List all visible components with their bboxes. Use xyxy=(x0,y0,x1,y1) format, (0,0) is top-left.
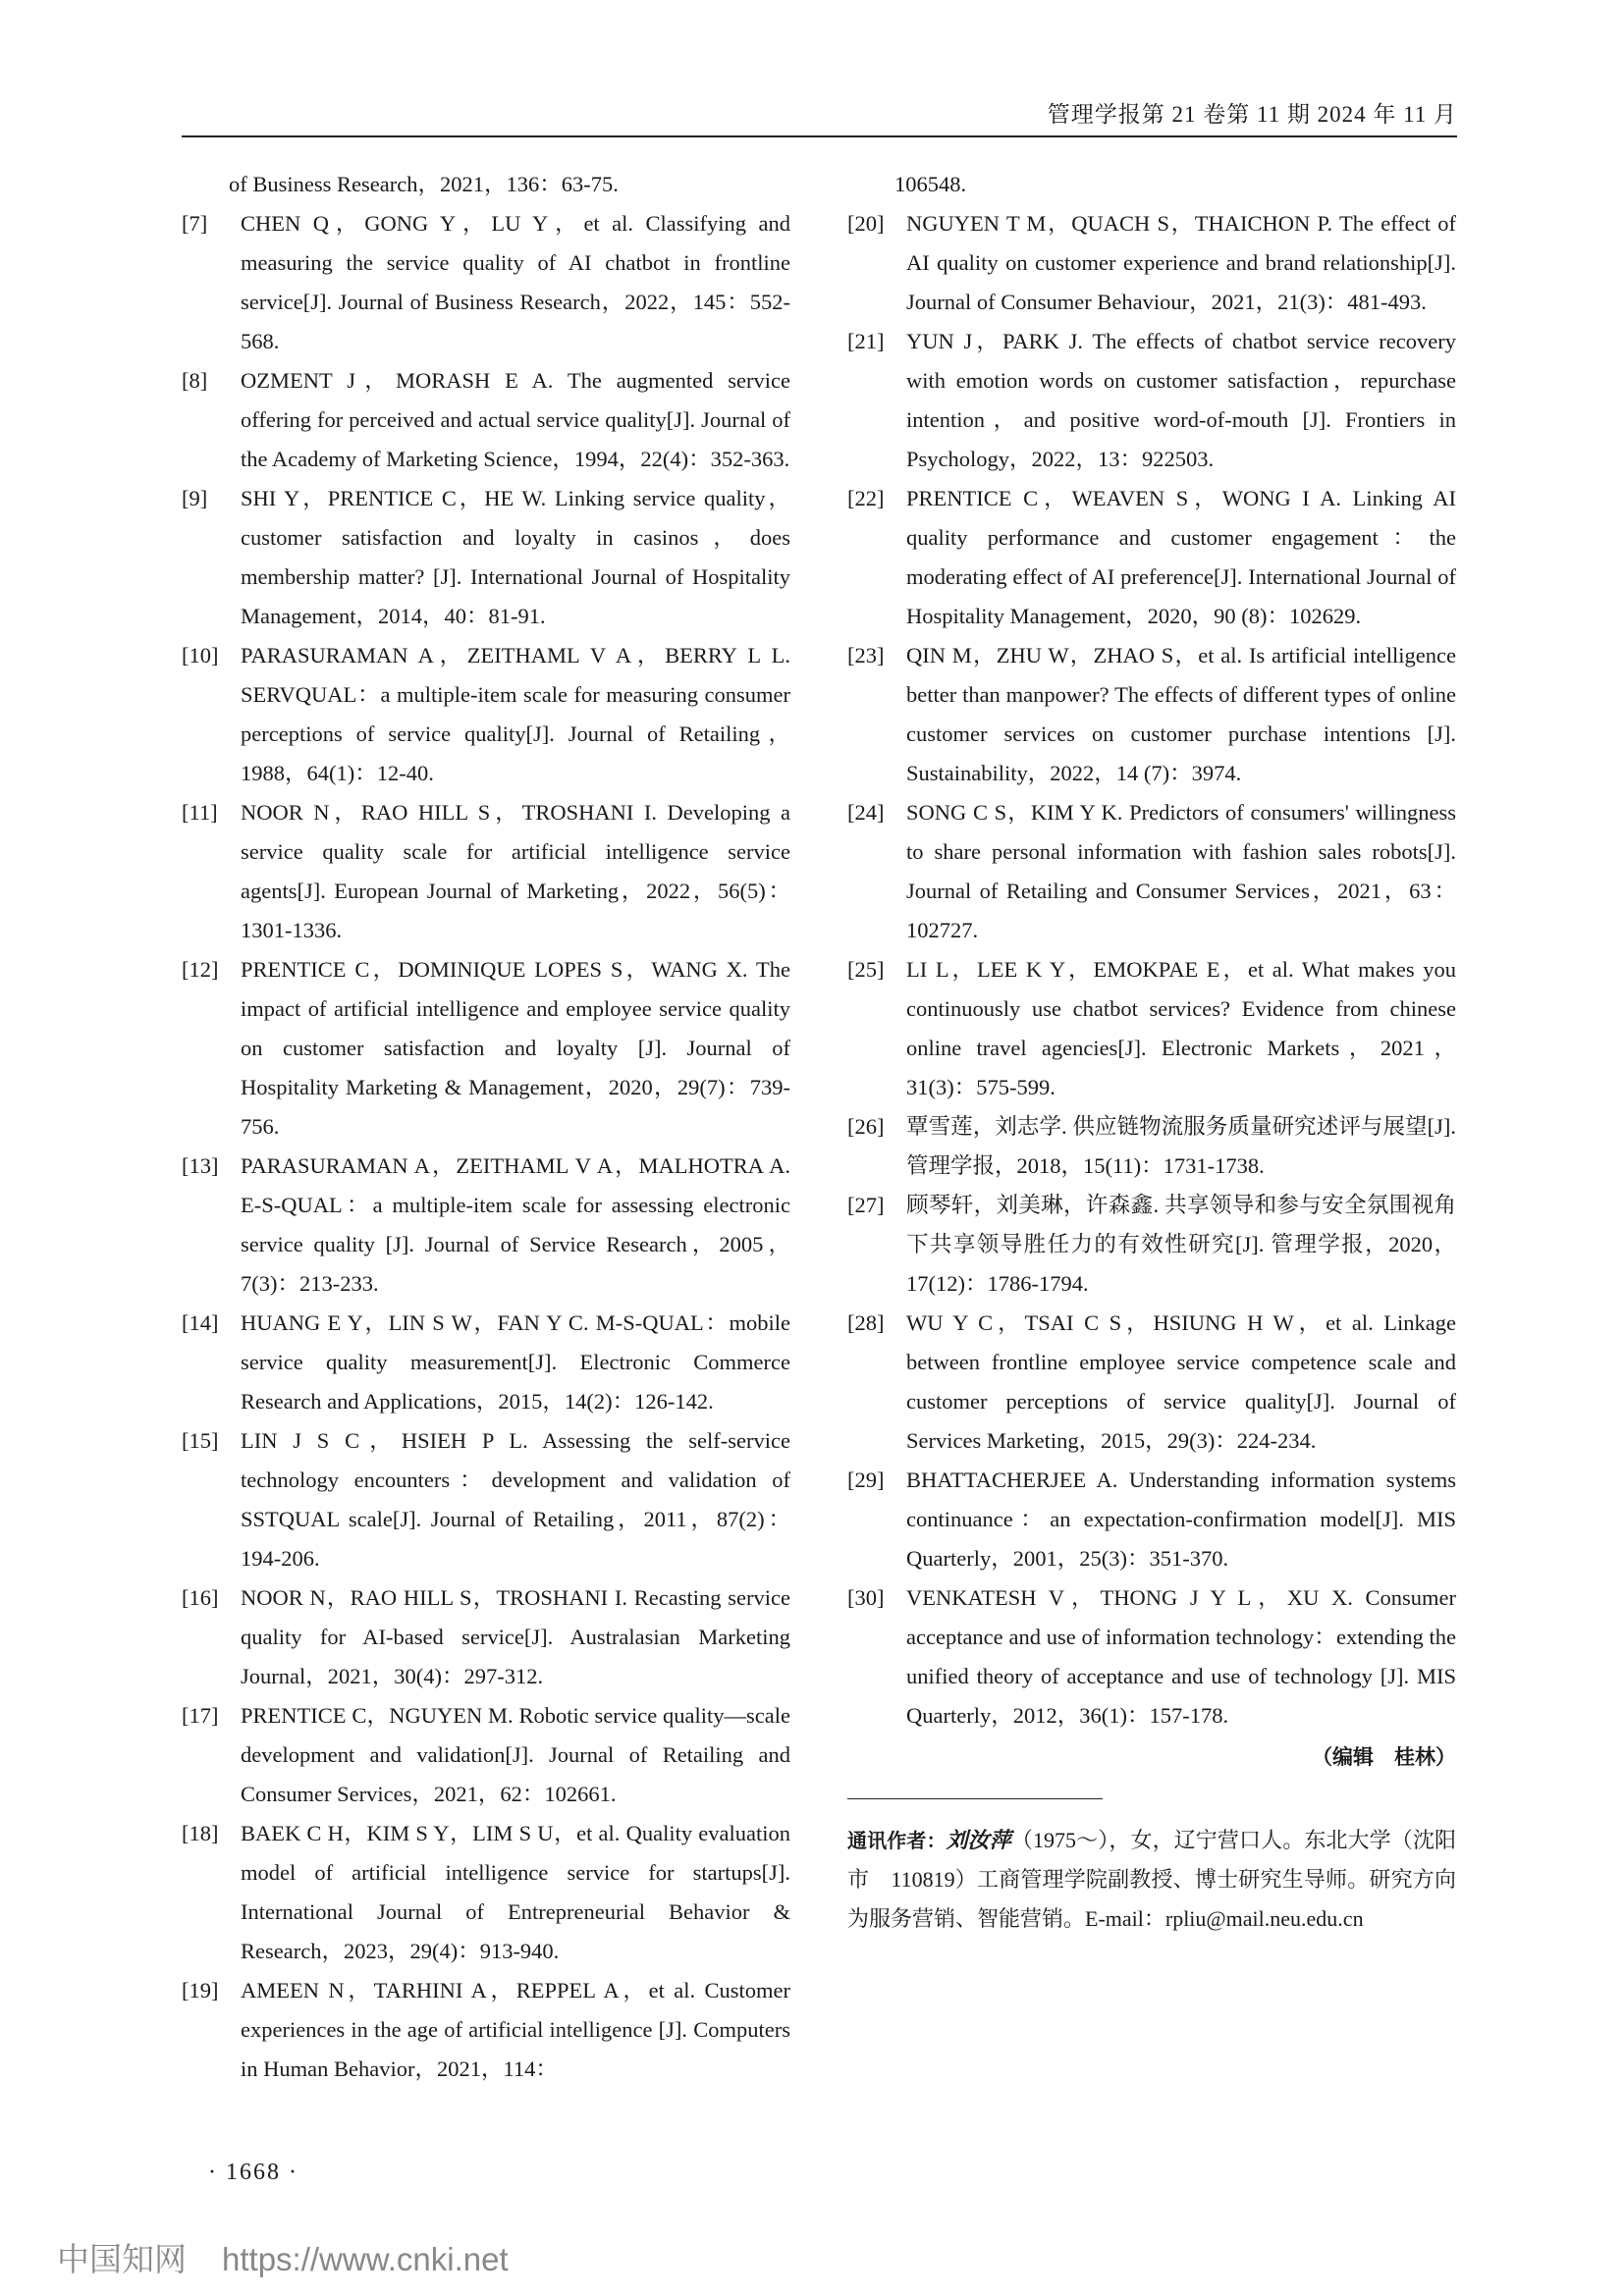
reference-item xyxy=(847,1107,1456,1186)
watermark-url: https://www.cnki.net xyxy=(222,2241,509,2277)
reference-text: CHEN Q，GONG Y，LU Y，et al. Classifying and measuring the service quality of AI chatbot in frontline service[J]. Journal of Business Research，2022，145：552-568. xyxy=(241,211,790,353)
reference-item xyxy=(847,1461,1456,1578)
reference-text: WU Y C，TSAI C S，HSIUNG H W，et al. Linkage between frontline employee service competence scale and customer perceptions of service quality[J]. Journal of Services Marketing，2015，29(3)：224-234. xyxy=(906,1310,1456,1453)
reference-item xyxy=(182,1147,790,1304)
reference-number: [24] xyxy=(847,800,885,825)
reference-number: [18] xyxy=(182,1821,219,1845)
right-column xyxy=(847,165,1456,1939)
running-header: 管理学报第 21 卷第 11 期 2024 年 11 月 xyxy=(1047,102,1457,127)
reference-number: [9] xyxy=(182,486,208,510)
reference-text: BAEK C H，KIM S Y，LIM S U，et al. Quality evaluation model of artificial intelligence service for startups[J]. International Journal of Entrepreneurial Behavior & Research，2023，29(4)：913-940. xyxy=(241,1821,790,1963)
reference-item xyxy=(847,479,1456,636)
reference-text: SONG C S，KIM Y K. Predictors of consumers' willingness to share personal information with fashion sales robots[J]. Journal of Retailing and Consumer Services，2021，63：102727. xyxy=(906,800,1456,942)
corresponding-author-footnote xyxy=(847,1821,1456,1939)
reference-text: BHATTACHERJEE A. Understanding information systems continuance：an expectation-confirmation model[J]. MIS Quarterly，2001，25(3)：351-370. xyxy=(906,1468,1456,1571)
page-number: · 1668 · xyxy=(208,2160,298,2185)
reference-text: PRENTICE C，NGUYEN M. Robotic service quality—scale development and validation[J]. Journal of Retailing and Consumer Services，2021，62：102661. xyxy=(241,1703,790,1806)
editor-note: （编辑 桂林） xyxy=(1312,1745,1456,1769)
reference-text: OZMENT J，MORASH E A. The augmented service offering for perceived and actual service quality[J]. Journal of the Academy of Marketing Science，1994，22(4)：352-363. xyxy=(241,368,790,471)
reference-number: [25] xyxy=(847,957,885,982)
footnote-rule xyxy=(847,1798,1103,1799)
reference-item xyxy=(182,636,790,793)
reference-item xyxy=(182,1578,790,1696)
reference-number: [21] xyxy=(847,329,885,353)
reference-item xyxy=(847,793,1456,950)
reference-item xyxy=(847,1304,1456,1461)
reference-text: of Business Research，2021，136：63-75. xyxy=(229,172,619,196)
reference-item xyxy=(847,1186,1456,1304)
reference-text: PARASURAMAN A，ZEITHAML V A，BERRY L L. SERVQUAL：a multiple-item scale for measuring consumer perceptions of service quality[J]. Journal of Retailing，1988，64(1)：12-40. xyxy=(241,643,790,785)
reference-item xyxy=(847,165,1456,204)
reference-text: PARASURAMAN A，ZEITHAML V A，MALHOTRA A. E-S-QUAL：a multiple-item scale for assessing electronic service quality [J]. Journal of Service Research，2005，7(3)：213-233. xyxy=(241,1153,790,1296)
reference-item xyxy=(182,1304,790,1421)
watermark-brand: 中国知网 xyxy=(57,2241,187,2277)
header-rule xyxy=(182,135,1457,137)
reference-item xyxy=(182,479,790,636)
reference-item xyxy=(182,1696,790,1814)
reference-text: QIN M，ZHU W，ZHAO S，et al. Is artificial intelligence better than manpower? The effects of different types of online customer services on customer purchase intentions [J]. Sustainability，2022，14 (7)：3974. xyxy=(906,643,1456,785)
reference-number: [20] xyxy=(847,211,885,236)
reference-number: [11] xyxy=(182,800,218,825)
reference-item xyxy=(847,950,1456,1107)
reference-text: YUN J，PARK J. The effects of chatbot service recovery with emotion words on customer satisfaction，repurchase intention，and positive word-of-mouth [J]. Frontiers in Psychology，2022，13：922503. xyxy=(906,329,1456,471)
reference-item xyxy=(182,361,790,479)
reference-text: NOOR N，RAO HILL S，TROSHANI I. Recasting service quality for AI-based service[J]. Australasian Marketing Journal，2021，30(4)：297-312. xyxy=(241,1585,790,1688)
reference-number: [26] xyxy=(847,1114,885,1139)
footnote-label: 通讯作者： xyxy=(847,1829,947,1852)
reference-item xyxy=(182,204,790,361)
right-reference-list xyxy=(847,165,1456,1735)
reference-text: LIN J S C，HSIEH P L. Assessing the self-service technology encounters：development and validation of SSTQUAL scale[J]. Journal of Retailing，2011，87(2)：194-206. xyxy=(241,1428,790,1571)
reference-text: 顾琴轩，刘美琳，许森鑫. 共享领导和参与安全氛围视角下共享领导胜任力的有效性研究[J]. 管理学报，2020，17(12)：1786-1794. xyxy=(906,1193,1456,1296)
reference-number: [30] xyxy=(847,1585,885,1610)
reference-text: VENKATESH V，THONG J Y L，XU X. Consumer acceptance and use of information technology：extending the unified theory of acceptance and use of technology [J]. MIS Quarterly，2012，36(1)：157-178. xyxy=(906,1585,1456,1728)
author-details: （1975～），女，辽宁营口人。东北大学（沈阳市 110819）工商管理学院副教授、博士研究生导师。研究方向为服务营销、智能营销。E-mail：rpliu@mail.neu.edu.cn xyxy=(847,1828,1456,1931)
reference-text: 覃雪莲，刘志学. 供应链物流服务质量研究述评与展望[J]. 管理学报，2018，15(11)：1731-1738. xyxy=(906,1114,1456,1178)
reference-item xyxy=(182,1814,790,1971)
reference-number: [28] xyxy=(847,1310,885,1335)
reference-number: [29] xyxy=(847,1468,885,1492)
watermark xyxy=(57,2234,544,2280)
reference-item xyxy=(847,636,1456,793)
reference-text: PRENTICE C，WEAVEN S，WONG I A. Linking AI quality performance and customer engagement：the moderating effect of AI preference[J]. International Journal of Hospitality Management，2020，90 (8)：102629. xyxy=(906,486,1456,628)
reference-number: [15] xyxy=(182,1428,219,1453)
reference-text: HUANG E Y，LIN S W，FAN Y C. M-S-QUAL：mobile service quality measurement[J]. Electronic Commerce Research and Applications，2015，14(2)：126-142. xyxy=(241,1310,790,1414)
reference-item xyxy=(182,793,790,950)
reference-number: [16] xyxy=(182,1585,219,1610)
reference-item xyxy=(847,1578,1456,1735)
reference-number: [14] xyxy=(182,1310,219,1335)
reference-number: [27] xyxy=(847,1193,885,1217)
reference-item xyxy=(182,1421,790,1578)
reference-text: AMEEN N，TARHINI A，REPPEL A，et al. Customer experiences in the age of artificial intelligence [J]. Computers in Human Behavior，2021，114： xyxy=(241,1978,790,2081)
left-column xyxy=(182,165,790,2089)
reference-number: [7] xyxy=(182,211,208,236)
author-name: 刘汝萍 xyxy=(946,1828,1011,1852)
reference-text: PRENTICE C，DOMINIQUE LOPES S，WANG X. The impact of artificial intelligence and employee service quality on customer satisfaction and loyalty [J]. Journal of Hospitality Marketing & Management，2020，29(7)：739-756. xyxy=(241,957,790,1139)
reference-number: [12] xyxy=(182,957,219,982)
reference-item xyxy=(182,1971,790,2089)
reference-text: LI L，LEE K Y，EMOKPAE E，et al. What makes you continuously use chatbot services? Evidence from chinese online travel agencies[J]. Electronic Markets，2021，31(3)：575-599. xyxy=(906,957,1456,1099)
reference-text: NOOR N，RAO HILL S，TROSHANI I. Developing a service quality scale for artificial intelligence service agents[J]. European Journal of Marketing，2022，56(5)：1301-1336. xyxy=(241,800,790,942)
reference-text: SHI Y，PRENTICE C，HE W. Linking service quality，customer satisfaction and loyalty in casinos，does membership matter? [J]. International Journal of Hospitality Management，2014，40：81-91. xyxy=(241,486,790,628)
reference-item xyxy=(182,950,790,1147)
reference-item xyxy=(847,204,1456,322)
reference-text: NGUYEN T M，QUACH S，THAICHON P. The effect of AI quality on customer experience and brand relationship[J]. Journal of Consumer Behaviour，2021，21(3)：481-493. xyxy=(906,211,1456,314)
reference-text: 106548. xyxy=(894,172,967,196)
reference-number: [19] xyxy=(182,1978,219,2002)
reference-number: [17] xyxy=(182,1703,219,1728)
reference-item xyxy=(847,322,1456,479)
reference-number: [8] xyxy=(182,368,208,393)
reference-item xyxy=(182,165,790,204)
reference-number: [13] xyxy=(182,1153,219,1178)
reference-number: [22] xyxy=(847,486,885,510)
reference-number: [23] xyxy=(847,643,885,667)
reference-number: [10] xyxy=(182,643,219,667)
